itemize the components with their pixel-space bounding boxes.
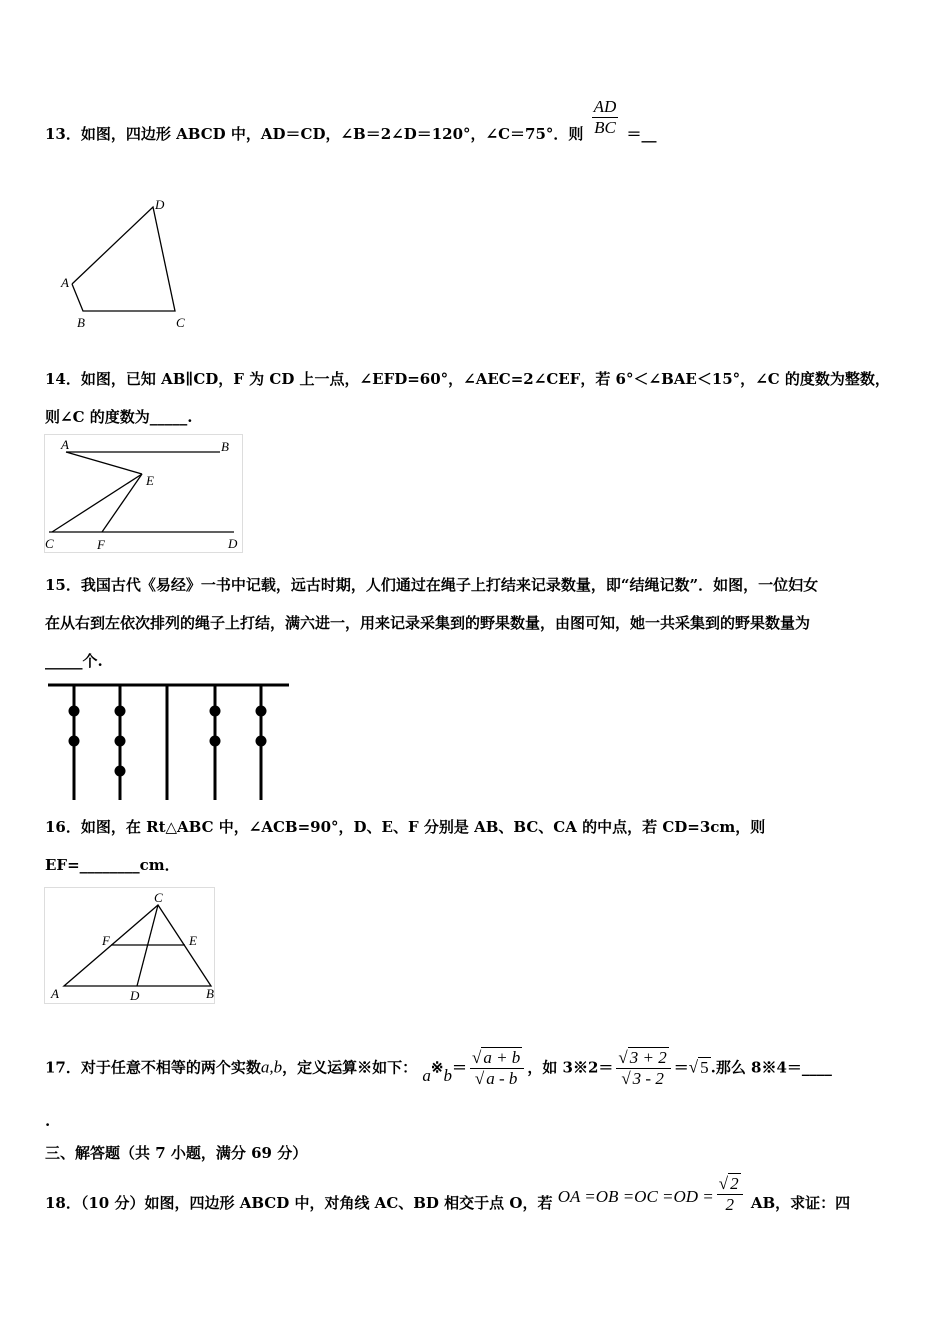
q17-mid: ，定义运算※如下： <box>282 1058 418 1077</box>
q15-knot <box>256 706 267 717</box>
q17-op-a: a <box>422 1065 431 1085</box>
q13-label-a: A <box>61 275 69 290</box>
q17-suffix: .那么 8※4＝____ <box>710 1058 832 1077</box>
q14-segment-ef <box>102 474 142 532</box>
q15-knot <box>115 736 126 747</box>
q18-frac-den: 2 <box>725 1194 734 1214</box>
q14-segment-ae <box>66 452 142 474</box>
q17-example-prefix: ，如 3※2＝ <box>527 1058 614 1077</box>
q15-line-1: 15．我国古代《易经》一书中记载，远古时期，人们通过在绳子上打结来记录数量，即“结绳记数”．如图，一位妇女 <box>45 576 819 594</box>
q14-label-e: E <box>146 473 154 488</box>
q17-op-b: b <box>443 1065 452 1085</box>
q17-example-fraction: $\frac{√ 3 + 2}{√ 3 - 2}$ <box>616 1048 670 1089</box>
q14-label-c: C <box>45 536 54 551</box>
q17-period: . <box>45 1112 51 1130</box>
q16-label-d: D <box>130 988 140 1003</box>
q17-ex-result: 5 <box>700 1057 709 1077</box>
q13-label-b: B <box>77 315 85 330</box>
q14-segment-ec <box>52 474 142 532</box>
q15-knot <box>115 706 126 717</box>
q15-knot-rope-figure <box>45 680 295 805</box>
q18-equation: OA =OB =OC =OD = <box>557 1187 714 1206</box>
q18-fraction: $\frac{√ 2}{2}$ <box>717 1174 743 1215</box>
q17-prefix: 17．对于任意不相等的两个实数 <box>45 1058 261 1077</box>
q15-knot <box>210 706 221 717</box>
q16-triangle-figure <box>44 887 229 1007</box>
q16-label-c: C <box>154 890 163 905</box>
q16-label-a: A <box>51 986 59 1001</box>
q16-label-b: B <box>206 986 214 1001</box>
q13-fraction <box>592 97 619 138</box>
q18-text <box>45 1173 851 1215</box>
q14-label-d: D <box>228 536 238 551</box>
q15-knot <box>69 706 80 717</box>
q14-label-f: F <box>97 537 105 552</box>
q17-definition-fraction: $\frac{√ a + b}{√ a - b}$ <box>470 1048 524 1089</box>
q17-def-den: a - b <box>486 1069 518 1088</box>
q13-text <box>45 96 657 144</box>
q14-line-1: 14．如图，已知 AB∥CD，F 为 CD 上一点，∠EFD=60°，∠AEC=2∠CEF，若 6°＜∠BAE＜15°，∠C 的度数为整数， <box>45 370 890 388</box>
q17-text: 17．对于任意不相等的两个实数a,b，定义运算※如下： a※b＝ $\frac{√ a + b}{√ a - b}$ ，如 3※2＝ $\frac{√ 3 + 2}{√ 3 - 2}$ ＝√ 5 .那么 8※4＝____ <box>45 1048 832 1088</box>
q15-knot <box>256 736 267 747</box>
q15-knot <box>115 766 126 777</box>
q13-quadrilateral-figure <box>55 195 205 335</box>
q17-def-num: a + b <box>483 1048 521 1067</box>
q13-frac-den: BC <box>594 117 616 137</box>
q15-knot <box>69 736 80 747</box>
q13-text-before: 13．如图，四边形 ABCD 中，AD＝CD，∠B＝2∠D＝120°，∠C＝75°．则 <box>45 125 584 143</box>
q16-label-e: E <box>189 933 197 948</box>
q18-frac-num: 2 <box>730 1173 739 1193</box>
q15-line-3: _____个. <box>45 652 103 670</box>
q17-op: ※ <box>430 1058 444 1077</box>
q18-suffix: AB，求证：四 <box>750 1194 851 1212</box>
q15-line-2: 在从右到左依次排列的绳子上打结，满六进一，用来记录采集到的野果数量，由图可知，她一共采集到的野果数量为 <box>45 614 811 632</box>
q16-label-f: F <box>102 933 110 948</box>
q14-label-b: B <box>221 439 229 454</box>
q13-label-c: C <box>176 315 185 330</box>
q16-line-2: EF=________cm． <box>45 856 180 874</box>
q17-ex-den: 3 - 2 <box>632 1069 664 1088</box>
q13-label-d: D <box>155 197 165 212</box>
q18-prefix: 18．（10 分）如图，四边形 ABCD 中，对角线 AC、BD 相交于点 O，若 <box>45 1194 553 1212</box>
q13-frac-num: AD <box>593 96 617 116</box>
q17-vars: a,b <box>260 1057 283 1077</box>
section-heading: 三、解答题（共 7 小题，满分 69 分） <box>45 1144 308 1162</box>
q15-knot <box>210 736 221 747</box>
q16-line-1: 16．如图，在 Rt△ABC 中，∠ACB=90°，D、E、F 分别是 AB、BC、CA 的中点，若 CD=3cm，则 <box>45 818 766 836</box>
q14-label-a: A <box>61 437 69 452</box>
q14-line-2: 则∠C 的度数为_____. <box>45 408 193 426</box>
q13-text-after: ＝__ <box>626 125 657 143</box>
q17-ex-num: 3 + 2 <box>629 1048 667 1067</box>
q13-quadrilateral <box>72 207 175 311</box>
q14-parallel-lines-figure <box>44 434 244 554</box>
